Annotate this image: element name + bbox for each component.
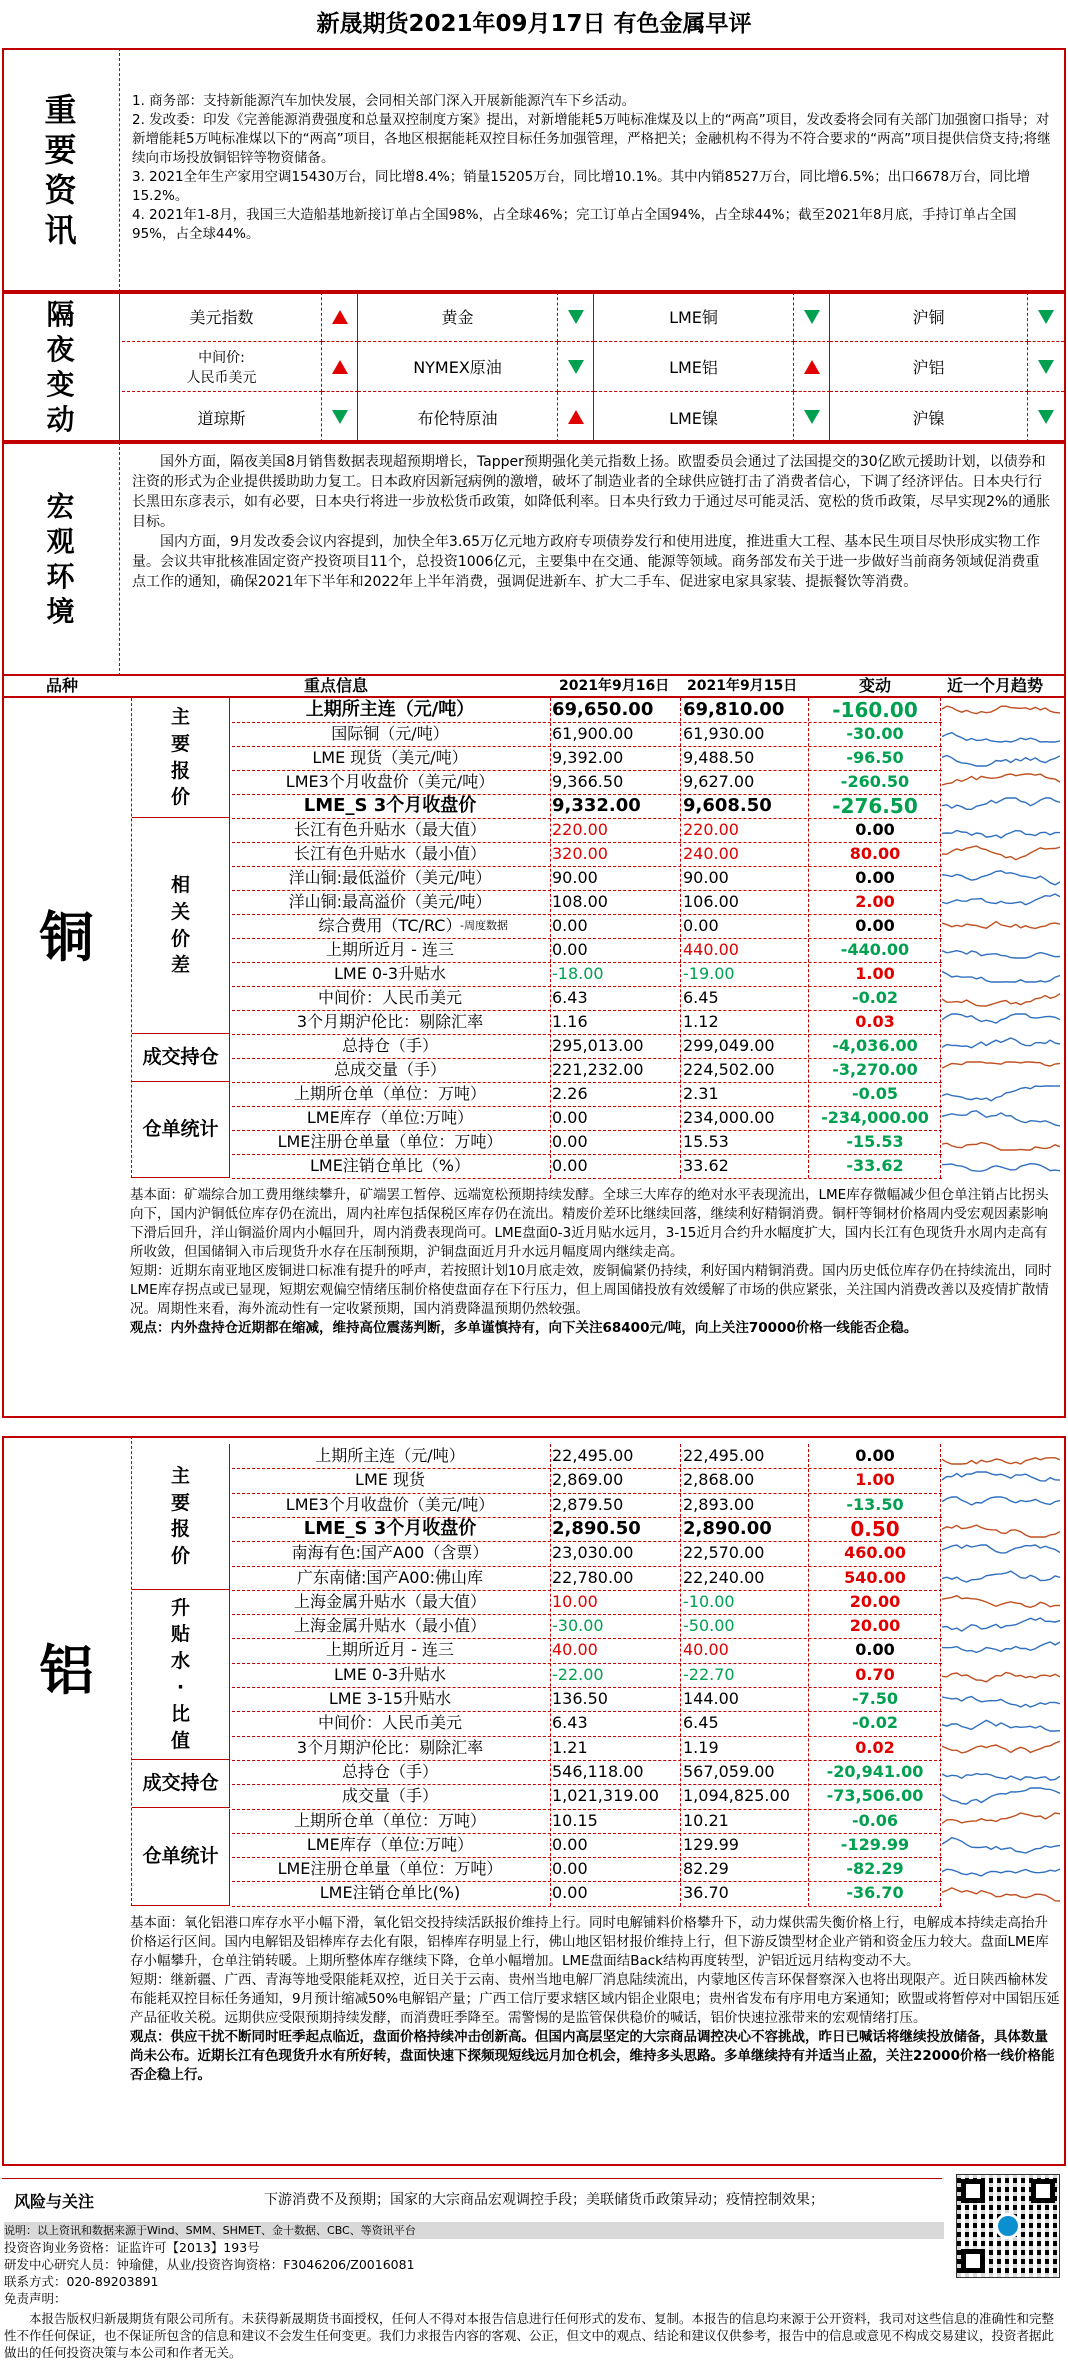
footer-disclaimer-title: 免责声明： — [4, 2291, 67, 2306]
value-change: 0.00 — [855, 820, 895, 839]
trend-sparkline — [942, 940, 1060, 960]
value-prev: 224,502.00 — [683, 1060, 775, 1079]
trend-sparkline — [942, 1156, 1060, 1176]
news-item: 4. 2021年1-8月，我国三大造船基地新接订单占全国98%，占全球46%；完工订单占全国94%，占全球44%；截至2021年8月底，手持订单占全国95%，占全球44%。 — [132, 207, 1017, 242]
header-trend: 近一个月趋势 — [947, 676, 1044, 695]
footer-phone: 联系方式：020-89203891 — [4, 2274, 159, 2289]
tc-note: -周度数据 — [460, 919, 508, 932]
overnight-item-name: 美元指数 — [122, 292, 322, 342]
down-arrow-icon — [558, 342, 594, 392]
macro-foreign: 国外方面，隔夜美国8月销售数据表现超预期增长，Tapper预期强化美元指数上扬。欧盟委员会通过了法国提交的30亿欧元援助计划，以债券和注资的形式为企业提供援助助力复工。日本政府因新冠病例的激增，破坏了制造业者的全球供应链打击了消费者信心，下调了经济评估。日本央行行长黑田东彦表示，如有必要，日本央行将进一步放松货币政策，如降低利率。日本央行致力于通过尽可能灵活、宽松的货币政策，尽早实现2%的通胀目标。 — [132, 454, 1051, 530]
row-label: LME注销仓单比（%） — [309, 1156, 471, 1175]
down-arrow-icon — [558, 292, 594, 342]
value-change: 0.00 — [855, 916, 895, 935]
trend-sparkline — [942, 724, 1060, 744]
down-arrow-icon — [794, 292, 830, 342]
trend-sparkline — [942, 964, 1060, 984]
value-today: 10.00 — [552, 1591, 598, 1611]
down-arrow-icon — [794, 392, 830, 442]
trend-sparkline — [942, 1665, 1060, 1685]
value-change: -129.99 — [840, 1834, 910, 1854]
value-change: 1.00 — [855, 964, 895, 983]
value-change: -20,941.00 — [826, 1761, 924, 1781]
value-today: 9,366.50 — [552, 772, 624, 791]
value-prev: 0.00 — [683, 916, 719, 935]
value-change: -4,036.00 — [832, 1036, 918, 1055]
aluminum-analysis — [130, 1910, 1060, 2164]
up-arrow-icon — [558, 392, 594, 442]
trend-sparkline — [942, 1738, 1060, 1758]
aluminum-rows — [0, 1444, 1068, 1906]
value-today: 0.00 — [552, 916, 588, 935]
row-label: 综合费用（TC/RC） — [318, 916, 462, 935]
row-label: 上海金属升贴水（最大值） — [293, 1591, 486, 1611]
row-label: LME 0-3升贴水 — [333, 1664, 447, 1684]
value-today: 9,332.00 — [552, 795, 641, 816]
value-prev: 36.70 — [683, 1883, 729, 1903]
value-today: 2,879.50 — [552, 1494, 624, 1514]
row-label: 上期所主连（元/吨） — [305, 699, 475, 720]
trend-sparkline — [942, 796, 1060, 816]
overnight-item-name: 黄金 — [358, 292, 558, 342]
value-today: 0.00 — [552, 1108, 588, 1127]
row-label: LME注销仓单比(%) — [319, 1883, 461, 1903]
trend-sparkline — [942, 772, 1060, 792]
value-today: 0.00 — [552, 1132, 588, 1151]
trend-sparkline — [942, 844, 1060, 864]
overnight-item-name: LME铜 — [594, 292, 794, 342]
trend-sparkline — [942, 1859, 1060, 1879]
important-news-list — [122, 48, 1062, 292]
value-prev: 2,890.00 — [683, 1517, 772, 1539]
value-change: -0.02 — [851, 1713, 899, 1733]
value-prev: 220.00 — [683, 820, 739, 839]
value-prev: 69,810.00 — [683, 699, 785, 720]
value-today: 90.00 — [552, 868, 598, 887]
value-change: -234,000.00 — [821, 1108, 929, 1127]
value-change: -440.00 — [840, 940, 910, 959]
value-prev: -50.00 — [683, 1616, 735, 1636]
aluminum-label: 铝 — [2, 1436, 132, 1906]
value-change: -7.50 — [851, 1689, 899, 1708]
footer-source: 说明：以上资讯和数据来源于Wind、SMM、SHMET、金十数据、CBC、等资讯平台 — [4, 2222, 944, 2239]
aluminum-view: 观点：供应干扰不断同时旺季起点临近，盘面价格持续冲击创新高。但国内高层坚定的大宗商品调控决心不容挑战，昨日已喊话将继续投放储备，具体数量尚未公布。近期长江有色现货升水有所好转，盘面快速下探频现短线远月加仓机会，维持多头思路。多单继续持有并适当止盈，关注22000价格一线价格能否企稳上行。 — [130, 2029, 1055, 2083]
value-prev: 144.00 — [683, 1689, 739, 1708]
row-label: 国际铜（元/吨） — [331, 724, 449, 743]
value-change: 20.00 — [849, 1591, 901, 1611]
risk-text: 下游消费不及预期；国家的大宗商品宏观调控手段；美联储货币政策异动；疫情控制效果； — [264, 2192, 824, 2208]
value-today: 2,869.00 — [552, 1470, 624, 1490]
row-label: LME注册仓单量（单位：万吨） — [277, 1859, 503, 1879]
value-prev: 1.12 — [683, 1012, 719, 1031]
trend-sparkline — [942, 1811, 1060, 1831]
value-change: 0.00 — [855, 1640, 895, 1660]
footer-analyst: 研发中心研究人员：钟瑜健，从业/投资咨询资格：F3046206/Z0016081 — [4, 2257, 415, 2272]
news-item: 2. 发改委：印发《完善能源消费强度和总量双控制度方案》提出，对新增能耗5万吨标准煤及以上的“两高”项目，发改委将会同有关部门加强窗口指导；对新增能耗5万吨标准煤以下的“两高”项目，各地区根据能耗双控目标任务加强管理，严格把关；金融机构不得为不符合要求的“两高”项目提供信贷支持;将继续向市场投放铜铝锌等物资储备。 — [132, 112, 1051, 166]
macro-domestic: 国内方面，9月发改委会议内容提到，加快全年3.65万亿元地方政府专项债券发行和使用进度，推进重大工程、基本民生项目尽快形成实物工作量。会议共审批核准固定资产投资项目11个，总投资1006亿元，主要集中在交通、能源等领域。商务部发布关于进一步做好当前商务领域促消费重点工作的通知，确保2021年下半年和2022年上半年消费，强调促进新车、扩大二手车、促进家电家具家装、提振餐饮等消费。 — [132, 534, 1041, 590]
row-label: 上期所近月 - 连三 — [326, 1640, 454, 1660]
row-label: LME库存（单位:万吨） — [306, 1834, 474, 1854]
trend-sparkline — [942, 1568, 1060, 1588]
value-today: -22.00 — [552, 1664, 604, 1684]
value-change: 0.02 — [855, 1737, 895, 1757]
trend-sparkline — [942, 1519, 1060, 1539]
copper-basic: 基本面：矿端综合加工费用继续攀升，矿端罢工暂停、远端宽松预期持续发酵。全球三大库存的绝对水平表现流出，LME库存微幅减少但仓单注销占比拐头向下，国内沪铜低位库存仍在流出，周内社库包括保税区库存仍在流出。精废价差环比继续回落，继续利好精铜消费。铜杆等铜材价格周内受宏观因素影响下滑后回升，洋山铜溢价周内小幅回升，周内消费表现尚可。LME盘面0-3近月贴水远月，3-15近月合约升水幅度扩大，国内长江有色现货升水周内走高有所收敛，但国储铜入市后现货升水存在压制预期，沪铜盘面近月升水远月幅度周内继续走高。 — [130, 1187, 1049, 1260]
value-today: 22,495.00 — [552, 1446, 634, 1465]
value-prev: 40.00 — [683, 1640, 729, 1660]
header-info: 重点信息 — [304, 676, 369, 695]
value-change: -15.53 — [846, 1132, 904, 1151]
value-today: -18.00 — [552, 964, 604, 983]
value-today: 23,030.00 — [552, 1543, 634, 1563]
row-label: LME 现货 — [355, 1470, 425, 1490]
value-prev: 90.00 — [683, 868, 729, 887]
value-today: 295,013.00 — [552, 1036, 644, 1055]
row-label: 成交量（手） — [341, 1786, 438, 1806]
value-change: -260.50 — [840, 772, 910, 791]
header-date2: 2021年9月15日 — [687, 678, 798, 694]
row-group-label: 主 要 报 价 — [132, 698, 230, 818]
value-prev: 6.45 — [683, 988, 719, 1007]
row-label: 长江有色升贴水（最小值） — [293, 844, 486, 863]
header-variety: 品种 — [46, 676, 79, 695]
trend-sparkline — [942, 1543, 1060, 1563]
value-prev: 33.62 — [683, 1156, 729, 1175]
value-prev: 299,049.00 — [683, 1036, 775, 1055]
copper-view: 观点：内外盘持仓近期都在缩减，维持高位震荡判断，多单谨慎持有，向下关注68400元/吨，向上关注70000价格一线能否企稳。 — [130, 1320, 918, 1336]
value-prev: 9,627.00 — [683, 772, 755, 791]
value-today: 220.00 — [552, 820, 608, 839]
value-change: 80.00 — [849, 844, 901, 863]
row-label: 总成交量（手） — [333, 1060, 446, 1079]
value-change: -13.50 — [846, 1494, 904, 1514]
row-label: LME3个月收盘价（美元/吨） — [285, 772, 495, 791]
value-prev: 1.19 — [683, 1737, 719, 1757]
trend-sparkline — [942, 1084, 1060, 1104]
value-prev: 234,000.00 — [683, 1108, 775, 1127]
copper-analysis — [130, 1182, 1060, 1414]
value-prev: -19.00 — [683, 964, 735, 983]
trend-sparkline — [942, 1060, 1060, 1080]
value-change: 0.70 — [855, 1664, 895, 1684]
trend-sparkline — [942, 916, 1060, 936]
table-header — [2, 676, 1066, 698]
copper-label: 铜 — [2, 698, 132, 1178]
aluminum-short: 短期：继新疆、广西、青海等地受限能耗双控，近日关于云南、贵州当地电解厂消息陆续流出，内蒙地区传言环保督察深入也将出现限产。近日陕西榆林发布能耗双控目标任务通知，9月预计缩减50%电解铝产量；广西工信厅要求辖区域内铝企业限电；贵州省发布有序用电方案通知；欧盟或将暂停对中国铝压延产品征收关税。远期供应受限预期持续发酵，而消费旺季降至。需警惕的是监管保供稳价的喊话，铝价快速拉涨带来的宏观情绪打压。 — [130, 1972, 1060, 2026]
trend-sparkline — [942, 1762, 1060, 1782]
trend-sparkline — [942, 1446, 1060, 1466]
row-label: 上期所主连（元/吨） — [315, 1446, 465, 1465]
qr-code-icon — [956, 2174, 1060, 2278]
trend-sparkline — [942, 1640, 1060, 1660]
value-change: 0.00 — [855, 1446, 895, 1465]
value-prev: 61,930.00 — [683, 724, 765, 743]
down-arrow-icon — [1028, 292, 1064, 342]
value-today: 6.43 — [552, 1713, 588, 1733]
value-change: -96.50 — [846, 748, 904, 767]
value-today: 108.00 — [552, 892, 608, 911]
value-prev: 9,488.50 — [683, 748, 755, 767]
value-change: 0.50 — [850, 1516, 900, 1541]
value-today: 0.00 — [552, 1883, 588, 1903]
value-today: 40.00 — [552, 1640, 598, 1660]
trend-sparkline — [942, 1713, 1060, 1733]
value-change: 0.00 — [855, 868, 895, 887]
trend-sparkline — [942, 748, 1060, 768]
trend-sparkline — [942, 1689, 1060, 1709]
trend-sparkline — [942, 1835, 1060, 1855]
important-news-label: 重 要 资 讯 — [2, 48, 120, 292]
row-label: LME 现货（美元/吨） — [312, 748, 468, 767]
value-prev: 2,868.00 — [683, 1470, 755, 1490]
row-group-label: 成交持仓 — [132, 1034, 230, 1082]
row-label: 洋山铜:最高溢价（美元/吨） — [288, 892, 492, 911]
value-today: 9,392.00 — [552, 748, 624, 767]
news-item: 1. 商务部：支持新能源汽车加快发展，会同相关部门深入开展新能源汽车下乡活动。 — [132, 93, 636, 109]
value-prev: 129.99 — [683, 1834, 739, 1854]
value-change: 460.00 — [844, 1543, 906, 1563]
row-label: LME 0-3升贴水 — [333, 964, 447, 983]
value-prev: -22.70 — [683, 1664, 735, 1684]
value-today: 136.50 — [552, 1689, 608, 1708]
value-today: 69,650.00 — [552, 699, 654, 720]
row-label: 3个月期沪伦比：剔除汇率 — [296, 1012, 484, 1031]
value-change: 2.00 — [855, 892, 895, 911]
trend-sparkline — [942, 1786, 1060, 1806]
header-change: 变动 — [859, 676, 892, 695]
value-today: 6.43 — [552, 988, 588, 1007]
trend-sparkline — [942, 868, 1060, 888]
row-group-label: 主 要 报 价 — [132, 1444, 230, 1590]
page-title: 新晟期货2021年09月17日 有色金属早评 — [316, 11, 752, 37]
aluminum-basic: 基本面：氧化铝港口库存水平小幅下滑，氧化铝交投持续活跃报价维持上行。同时电解铺料价格攀升下，动力煤供需失衡价格上行，电解成本持续走高抬升价格运行区间。国内电解铝及铝棒库存去化有限，铝棒库存明显上行，佛山地区铝材报价维持上行，但下游反馈型材企业产销和资金压力较大。盘面LME库存小幅攀升，仓单注销转暖。上期所整体库存继续下降，仓单小幅增加。LME盘面结Back结构再度转型，沪铝近远月结构变动不大。 — [130, 1915, 1049, 1969]
value-change: 1.00 — [855, 1470, 895, 1490]
overnight-item-name: LME铝 — [594, 342, 794, 392]
value-change: 540.00 — [844, 1567, 906, 1587]
row-group-label: 仓单统计 — [132, 1809, 230, 1906]
row-label: 中间价：人民币美元 — [317, 1713, 462, 1733]
overnight-item-name: LME镍 — [594, 392, 794, 442]
down-arrow-icon — [1028, 342, 1064, 392]
copper-short: 短期：近期东南亚地区废铜进口标准有提升的呼声，若按照计划10月底走效，废铜偏紧仍持续，利好国内精铜消费。国内历史低位库存仍在持续流出，同时LME库存拐点或已显现，短期宏观偏空情绪压制价格使盘面存在下行压力，但上周国储投放有效缓解了市场的供应紧张，关注国内消费改善以及疫情扩散情况。周期性来看，海外流动性有一定收紧预期，国内消费降温预期仍然较强。 — [130, 1263, 1052, 1317]
value-today: -30.00 — [552, 1616, 604, 1636]
value-prev: 6.45 — [683, 1713, 719, 1733]
trend-sparkline — [942, 1592, 1060, 1612]
row-group-label: 升 贴 水 · 比 值 — [132, 1590, 230, 1760]
value-prev: 22,495.00 — [683, 1446, 765, 1465]
row-label: LME 3-15升贴水 — [328, 1689, 452, 1708]
value-change: -0.05 — [851, 1084, 899, 1103]
value-today: 61,900.00 — [552, 724, 634, 743]
row-label: 总持仓（手） — [341, 1761, 438, 1781]
row-group-label: 仓单统计 — [132, 1082, 230, 1178]
trend-sparkline — [942, 892, 1060, 912]
footer — [4, 2222, 944, 2307]
up-arrow-icon — [322, 292, 358, 342]
trend-sparkline — [942, 1470, 1060, 1490]
value-change: -3,270.00 — [832, 1060, 918, 1079]
up-arrow-icon — [322, 342, 358, 392]
overnight-item-name: NYMEX原油 — [358, 342, 558, 392]
row-label: 3个月期沪伦比：剔除汇率 — [296, 1737, 484, 1757]
value-change: -0.06 — [851, 1810, 899, 1830]
row-label: LME_S 3个月收盘价 — [303, 1517, 477, 1539]
value-prev: 2.31 — [683, 1084, 719, 1103]
row-label: 广东南储:国产A00:佛山库 — [296, 1567, 484, 1587]
row-label: 长江有色升贴水（最大值） — [293, 820, 486, 839]
value-today: 0.00 — [552, 1859, 588, 1879]
row-label: LME3个月收盘价（美元/吨） — [285, 1494, 495, 1514]
row-label: LME注册仓单量（单位：万吨） — [277, 1132, 503, 1151]
row-group-label: 相 关 价 差 — [132, 818, 230, 1034]
macro-label: 宏 观 环 境 — [2, 442, 120, 676]
value-change: 0.03 — [855, 1012, 895, 1031]
copper-rows — [0, 698, 1068, 1178]
value-today: 10.15 — [552, 1810, 598, 1830]
value-prev: 2,893.00 — [683, 1494, 755, 1514]
value-prev: 1,094,825.00 — [683, 1786, 790, 1806]
row-label: 上期所仓单（单位：万吨） — [293, 1084, 486, 1103]
value-change: -82.29 — [846, 1859, 904, 1879]
risk-section — [2, 2178, 942, 2218]
value-change: 20.00 — [849, 1616, 901, 1636]
value-prev: 82.29 — [683, 1859, 729, 1879]
overnight-item-name: 中间价: 人民币美元 — [122, 342, 322, 392]
macro-text — [122, 446, 1062, 674]
value-prev: 567,059.00 — [683, 1761, 775, 1781]
value-today: 1.16 — [552, 1012, 588, 1031]
value-change: -73,506.00 — [826, 1786, 924, 1806]
up-arrow-icon — [794, 342, 830, 392]
row-label: 中间价：人民币美元 — [317, 988, 462, 1007]
value-prev: 15.53 — [683, 1132, 729, 1151]
value-change: -36.70 — [846, 1883, 904, 1903]
value-today: 1.21 — [552, 1737, 588, 1757]
value-prev: 240.00 — [683, 844, 739, 863]
trend-sparkline — [942, 1132, 1060, 1152]
value-prev: 10.21 — [683, 1810, 729, 1830]
row-label: 总持仓（手） — [341, 1036, 438, 1055]
value-change: -160.00 — [832, 698, 918, 722]
value-today: 2.26 — [552, 1084, 588, 1103]
value-change: -30.00 — [846, 724, 904, 743]
trend-sparkline — [942, 988, 1060, 1008]
value-prev: 9,608.50 — [683, 795, 772, 816]
value-today: 2,890.50 — [552, 1517, 641, 1539]
trend-sparkline — [942, 1036, 1060, 1056]
value-change: -33.62 — [846, 1156, 904, 1175]
row-label: 上期所近月 - 连三 — [326, 940, 454, 959]
value-today: 1,021,319.00 — [552, 1786, 659, 1806]
value-prev: 22,570.00 — [683, 1543, 765, 1563]
row-group-label: 成交持仓 — [132, 1760, 230, 1809]
value-prev: 440.00 — [683, 940, 739, 959]
row-label: 南海有色:国产A00（含票） — [291, 1543, 489, 1563]
value-today: 546,118.00 — [552, 1761, 644, 1781]
value-today: 0.00 — [552, 940, 588, 959]
trend-sparkline — [942, 1495, 1060, 1515]
trend-sparkline — [942, 700, 1060, 720]
value-change: -276.50 — [832, 794, 918, 818]
risk-label: 风险与关注 — [14, 2192, 95, 2211]
trend-sparkline — [942, 1883, 1060, 1903]
trend-sparkline — [942, 1012, 1060, 1032]
value-today: 0.00 — [552, 1156, 588, 1175]
overnight-label: 隔 夜 变 动 — [2, 292, 120, 442]
overnight-item-name: 道琼斯 — [122, 392, 322, 442]
value-prev: 22,240.00 — [683, 1567, 765, 1587]
value-change: -0.02 — [851, 988, 899, 1007]
footer-disclaimer: 本报告版权归新晟期货有限公司所有。未获得新晟期货书面授权，任何人不得对本报告信息进行任何形式的发布、复制。本报告的信息均来源于公开资料，我司对这些信息的准确性和完整性不作任何保证，也不保证所包含的信息和建议不会发生任何变更。我们力求报告内容的客观、公正，但文中的观点、结论和建议仅供参考，报告中的信息或意见不构成交易建议，投资者据此做出的任何投资决策与本公司和作者无关。 — [4, 2311, 1055, 2360]
overnight-item-name: 沪铜 — [830, 292, 1028, 342]
value-prev: -10.00 — [683, 1591, 735, 1611]
overnight-grid — [122, 292, 1064, 442]
row-label: 上海金属升贴水（最小值） — [293, 1616, 486, 1636]
trend-sparkline — [942, 1616, 1060, 1636]
row-label: LME_S 3个月收盘价 — [303, 795, 477, 816]
trend-sparkline — [942, 820, 1060, 840]
footer-license: 投资咨询业务资格：证监许可【2013】193号 — [4, 2240, 260, 2255]
overnight-item-name: 布伦特原油 — [358, 392, 558, 442]
value-today: 0.00 — [552, 1834, 588, 1854]
value-prev: 106.00 — [683, 892, 739, 911]
overnight-item-name: 沪铝 — [830, 342, 1028, 392]
value-today: 320.00 — [552, 844, 608, 863]
value-today: 221,232.00 — [552, 1060, 644, 1079]
row-label: LME库存（单位:万吨） — [306, 1108, 474, 1127]
value-today: 22,780.00 — [552, 1567, 634, 1587]
trend-sparkline — [942, 1108, 1060, 1128]
header-date1: 2021年9月16日 — [559, 678, 670, 694]
row-label: 洋山铜:最低溢价（美元/吨） — [288, 868, 492, 887]
news-item: 3. 2021全年生产家用空调15430万台，同比增8.4%；销量15205万台，同比增10.1%。其中内销8527万台，同比增6.5%；出口6678万台，同比增15.2%。 — [132, 169, 1031, 204]
down-arrow-icon — [1028, 392, 1064, 442]
down-arrow-icon — [322, 392, 358, 442]
row-label: 上期所仓单（单位：万吨） — [293, 1810, 486, 1830]
overnight-item-name: 沪镍 — [830, 392, 1028, 442]
